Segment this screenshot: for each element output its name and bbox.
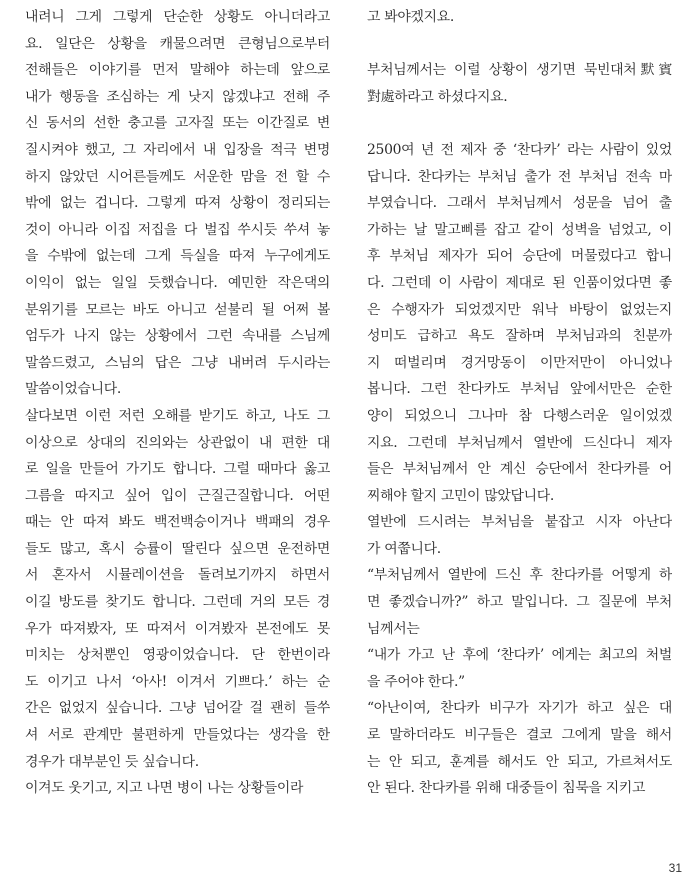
text-line: 은 수행자가 되었겠지만 워낙 바탕이 없었는지 [367, 301, 672, 318]
text-line: 것이 아니라 이집 저집을 다 벌집 쑤시듯 쑤셔 놓 [25, 221, 330, 238]
text-line: 경우가 대부분인 듯 싶습니다. [25, 753, 199, 770]
text-line: 對處하라고 하셨다지요. [367, 88, 508, 105]
text-line: 밖에 없는 겁니다. 그렇게 따져 상황이 정리되는 [25, 195, 330, 212]
text-line: 다. 그런데 이 사람이 제대로 된 인품이었다면 좋 [367, 274, 672, 291]
text-line: 을 수밖에 없는데 그게 득실을 따져 누구에게도 [25, 248, 330, 265]
paragraph-gap [367, 110, 672, 137]
text-line: 후 부처님 제자가 되어 승단에 머물렀다고 합니 [367, 248, 672, 265]
text-line: 신 동서의 선한 충고를 고자질 또는 이간질로 변 [25, 115, 330, 132]
text-line: 부였습니다. 그래서 부처님께서 성문을 넘어 출 [367, 195, 672, 212]
paragraph [367, 137, 672, 509]
paragraph [367, 509, 672, 562]
paragraph [367, 57, 672, 110]
text-line: 분위기를 모르는 바도 아니고 섣불리 될 어쩌 볼 [25, 301, 330, 318]
text-line: 우가 따져봤자, 또 따져서 이겨봤자 본전에도 못 [25, 620, 330, 637]
paragraph [25, 775, 330, 802]
text-line: 가 여쭙니다. [367, 540, 441, 557]
text-line: “내가 가고 난 후에 ‘찬다카’ 에게는 최고의 처벌 [367, 647, 672, 664]
text-line: 내려니 그게 그렇게 단순한 상황도 아니더라고 [25, 9, 330, 25]
text-line: 님께서는 [367, 620, 420, 637]
text-line: 로 일을 만들어 가기도 합니다. 그럴 때마다 옳고 [25, 461, 330, 478]
text-line: 는 안 되고, 훈계를 해서도 안 되고, 가르쳐서도 [367, 753, 672, 770]
text-line: 미치는 상처뿐인 영광이었습니다. 단 한번이라 [25, 647, 330, 664]
text-line: 부처님께서는 이럴 상황이 생기면 묵빈대처默賓 [367, 62, 672, 79]
text-line: 말씀드렸고, 스님의 답은 그냥 내버려 두시라는 [25, 354, 330, 371]
text-line: “부처님께서 열반에 드신 후 찬다카를 어떻게 하 [367, 567, 672, 584]
text-line: 고 봐야겠지요. [367, 9, 454, 25]
text-line: 질시켜야 했고, 그 자리에서 내 입장을 적극 변명 [25, 141, 330, 158]
text-line: 봅니다. 그런 찬다카도 부처님 앞에서만은 순한 [367, 381, 672, 398]
page-number: 31 [668, 861, 682, 875]
text-line: 면 좋겠습니까?” 하고 말입니다. 그 질문에 부처 [367, 594, 672, 611]
paragraph [367, 4, 672, 31]
text-line: 요. 일단은 상황을 캐물으려면 큰형님으로부터 [25, 35, 330, 52]
text-line: 엄두가 나지 않는 상황에서 그런 속내를 스님께 [25, 328, 330, 345]
text-line: 안 된다. 찬다카를 위해 대중들이 침묵을 지키고 [367, 780, 646, 797]
text-line: 전해들은 이야기를 먼저 말해야 하는데 앞으로 [25, 62, 330, 79]
text-line: 내가 행동을 조심하는 게 낫지 않겠냐고 전해 주 [25, 88, 330, 105]
text-line: 그름을 따지고 싶어 입이 근질근질합니다. 어떤 [25, 487, 330, 504]
text-line: 도 이기고 나서 ‘아사! 이겨서 기쁘다.’ 하는 순 [25, 673, 330, 690]
paragraph [25, 403, 330, 775]
left-column [25, 4, 330, 802]
text-line: 들도 많고, 혹시 승률이 딸린다 싶으면 운전하면 [25, 540, 330, 557]
text-line: 성미도 급하고 욕도 잘하며 부처님과의 친분까 [367, 328, 672, 345]
text-line: 말씀이었습니다. [25, 381, 121, 398]
text-line: 을 주어야 한다.” [367, 673, 465, 690]
paragraph [367, 562, 672, 642]
text-line: 답니다. 찬다카는 부처님 출가 전 부처님 전속 마 [367, 168, 672, 185]
text-line: 열반에 드시려는 부처님을 붙잡고 시자 아난다 [367, 514, 672, 531]
text-line: 가하는 날 말고삐를 잡고 같이 성벽을 넘었고, 이 [367, 221, 672, 238]
text-line: 로 말하더라도 비구들은 결코 그에게 말을 해서 [367, 727, 672, 744]
text-line: “아난이여, 찬다카 비구가 자기가 하고 싶은 대 [367, 700, 672, 717]
text-line: 이상으로 상대의 진의와는 상관없이 내 편한 대 [25, 434, 330, 451]
text-line: 2500여 년 전 제자 중 ‘찬다카’ 라는 사람이 있었 [367, 141, 672, 158]
text-line: 때는 안 따져 봐도 백전백승이거나 백패의 경우 [25, 514, 330, 531]
text-line: 하지 않았던 시어른들께도 서운한 맘을 전 할 수 [25, 168, 330, 185]
text-line: 지요. 그런데 부처님께서 열반에 드신다니 제자 [367, 434, 672, 451]
paragraph-gap [367, 31, 672, 58]
text-line: 셔 서로 관계만 불편하게 만들었다는 생각을 한 [25, 727, 330, 744]
paragraph [25, 4, 330, 403]
text-line: 살다보면 이런 저런 오해를 받기도 하고, 나도 그 [25, 407, 330, 424]
text-line: 들은 부처님께서 안 계신 승단에서 찬다카를 어 [367, 461, 672, 478]
text-line: 찌해야 할지 고민이 많았답니다. [367, 487, 555, 504]
text-line: 이길 방도를 찾기도 합니다. 그런데 거의 모든 경 [25, 594, 330, 611]
paragraph [367, 695, 672, 801]
right-column [367, 4, 672, 802]
text-line: 양이 되었으니 그나마 참 다행스러운 일이었겠 [367, 407, 672, 424]
text-line: 지 떠벌리며 경거망동이 이만저만이 아니었나 [367, 354, 672, 371]
text-line: 서 혼자서 시뮬레이션을 돌려보기까지 하면서 [25, 567, 330, 584]
text-line: 이겨도 웃기고, 지고 나면 병이 나는 상황들이라 [25, 780, 304, 797]
text-line: 이익이 없는 일일 듯했습니다. 예민한 작은댁의 [25, 274, 330, 291]
text-line: 간은 없었지 싶습니다. 그냥 넘어갈 걸 괜히 들쑤 [25, 700, 330, 717]
paragraph [367, 642, 672, 695]
